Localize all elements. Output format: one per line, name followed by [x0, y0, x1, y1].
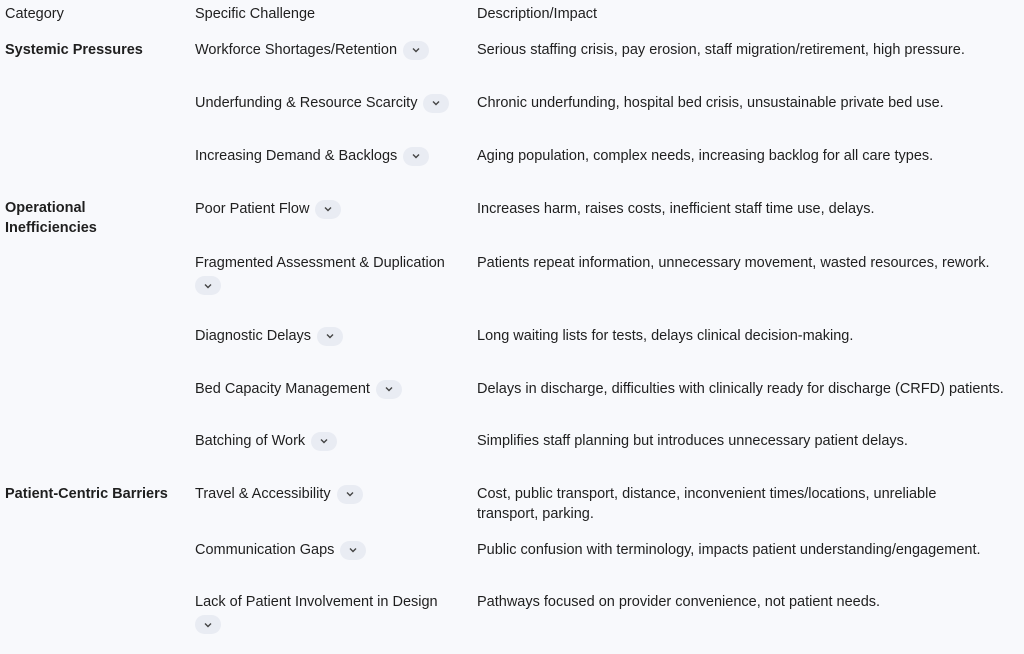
challenge-cell	[195, 93, 465, 113]
chevron-down-icon[interactable]	[403, 41, 429, 60]
challenge-label: Workforce Shortages/Retention	[195, 42, 398, 58]
challenge-label: Diagnostic Delays	[195, 328, 312, 344]
challenge-label: Travel & Accessibility	[195, 486, 331, 502]
description-cell: Increases harm, raises costs, inefficient staff time use, delays.	[477, 201, 875, 217]
description-cell: Aging population, complex needs, increasing backlog for all care types.	[477, 148, 934, 164]
chevron-down-icon[interactable]	[311, 432, 337, 451]
chevron-down-icon[interactable]	[337, 485, 363, 504]
description-cell: Serious staffing crisis, pay erosion, staff migration/retirement, high pressure.	[477, 42, 965, 58]
challenge-cell	[195, 592, 465, 634]
chevron-down-icon[interactable]	[376, 380, 402, 399]
challenge-cell	[195, 540, 465, 560]
chevron-down-icon[interactable]	[340, 541, 366, 560]
description-cell: Patients repeat information, unnecessary movement, wasted resources, rework.	[477, 255, 990, 271]
description-cell: Public confusion with terminology, impacts patient understanding/engagement.	[477, 542, 981, 558]
challenge-label: Poor Patient Flow	[195, 201, 310, 217]
description-cell: Delays in discharge, difficulties with clinically ready for discharge (CRFD) patients.	[477, 381, 1004, 397]
chevron-down-icon[interactable]	[317, 327, 343, 346]
category-systemic-pressures: Systemic Pressures	[5, 42, 143, 58]
header-description: Description/Impact	[477, 6, 598, 22]
description-cell: Simplifies staff planning but introduces unnecessary patient delays.	[477, 433, 908, 449]
chevron-down-icon[interactable]	[195, 276, 221, 295]
description-cell: Long waiting lists for tests, delays clinical decision-making.	[477, 328, 854, 344]
description-cell: Cost, public transport, distance, inconvenient times/locations, unreliable transport, parking.	[477, 486, 937, 522]
challenge-label: Batching of Work	[195, 433, 306, 449]
header-challenge: Specific Challenge	[195, 6, 316, 22]
description-cell: Chronic underfunding, hospital bed crisis, unsustainable private bed use.	[477, 95, 944, 111]
challenge-cell	[195, 379, 465, 399]
challenge-label: Communication Gaps	[195, 542, 335, 558]
challenge-label: Underfunding & Resource Scarcity	[195, 95, 418, 111]
header-category: Category	[5, 6, 64, 22]
challenge-label: Lack of Patient Involvement in Design	[195, 594, 438, 610]
challenge-cell	[195, 40, 465, 60]
challenge-cell	[195, 253, 465, 295]
chevron-down-icon[interactable]	[423, 94, 449, 113]
challenge-cell	[195, 431, 465, 451]
description-cell: Pathways focused on provider convenience, not patient needs.	[477, 594, 881, 610]
challenge-label: Increasing Demand & Backlogs	[195, 148, 398, 164]
challenge-cell	[195, 484, 465, 504]
chevron-down-icon[interactable]	[403, 147, 429, 166]
category-operational-inefficiencies: Operational Inefficiencies	[5, 200, 97, 236]
category-patient-centric-barriers: Patient-Centric Barriers	[5, 486, 168, 502]
table-header	[0, 6, 1024, 26]
chevron-down-icon[interactable]	[195, 615, 221, 634]
challenge-cell	[195, 199, 465, 219]
challenge-cell	[195, 326, 465, 346]
challenge-label: Fragmented Assessment & Duplication	[195, 255, 445, 271]
chevron-down-icon[interactable]	[315, 200, 341, 219]
challenge-cell	[195, 146, 465, 166]
challenge-label: Bed Capacity Management	[195, 381, 370, 397]
